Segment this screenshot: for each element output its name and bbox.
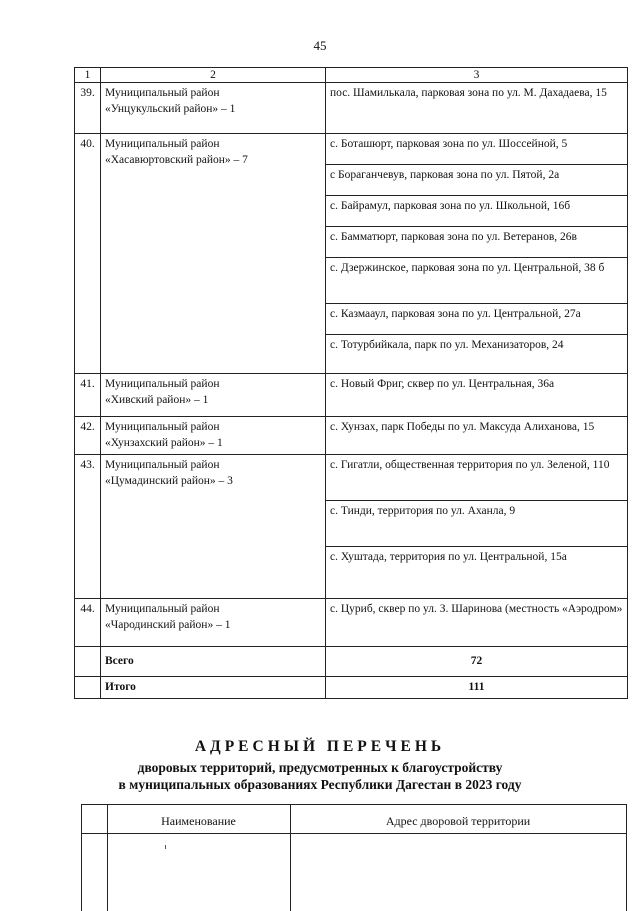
table-column	[107, 833, 291, 911]
row-number: 44.	[75, 599, 101, 647]
table-row	[75, 417, 628, 455]
document-title: АДРЕСНЫЙ ПЕРЕЧЕНЬ	[194, 738, 446, 755]
district-name: «Цумадинский район» – 3	[105, 475, 233, 487]
document-subtitle: дворовых территорий, предусмотренных к благоустройству	[137, 760, 503, 775]
table-row	[75, 134, 628, 374]
district-label: Муниципальный район	[105, 603, 220, 615]
row-number: 40.	[75, 134, 101, 374]
table-header-row	[75, 68, 628, 83]
districts-table	[74, 67, 628, 699]
district-cell	[101, 599, 326, 647]
row-number: 41.	[75, 374, 101, 417]
district-name: «Унцукульский район» – 1	[105, 103, 236, 115]
district-name: «Чародинский район» – 1	[105, 619, 231, 631]
address-item: с. Дзержинское, парковая зона по ул. Центральной, 38 б	[326, 258, 627, 304]
district-label: Муниципальный район	[105, 87, 220, 99]
scan-mark	[165, 845, 166, 849]
header-cell: 3	[326, 68, 628, 83]
table-row	[75, 599, 628, 647]
total-row	[75, 647, 628, 677]
total-label: Всего	[101, 647, 326, 677]
header-cell: 2	[101, 68, 326, 83]
yards-table-header	[82, 805, 626, 834]
row-number: 39.	[75, 83, 101, 134]
table-column	[82, 833, 108, 911]
address-item: с Бораганчевув, парковая зона по ул. Пятой, 2а	[326, 165, 627, 196]
district-label: Муниципальный район	[105, 459, 220, 471]
district-cell	[101, 455, 326, 599]
header-cell: Наименование	[107, 805, 291, 833]
address-item: с. Боташюрт, парковая зона по ул. Шоссейной, 5	[326, 134, 627, 165]
row-number: 42.	[75, 417, 101, 455]
district-label: Муниципальный район	[105, 138, 220, 150]
page-number: 45	[313, 38, 327, 53]
district-cell	[101, 134, 326, 374]
grand-total-row	[75, 677, 628, 699]
address-item: с. Байрамул, парковая зона по ул. Школьной, 16б	[326, 196, 627, 227]
address-cell: с. Хунзах, парк Победы по ул. Максуда Алиханова, 15	[326, 417, 628, 455]
address-cell: с. Новый Фриг, сквер по ул. Центральная, 36а	[326, 374, 628, 417]
district-cell	[101, 417, 326, 455]
grand-total-value: 111	[326, 677, 628, 699]
grand-total-label: Итого	[101, 677, 326, 699]
header-cell	[82, 805, 108, 833]
row-number: 43.	[75, 455, 101, 599]
district-name: «Хунзахский район» – 1	[105, 437, 223, 449]
district-label: Муниципальный район	[105, 421, 220, 433]
header-cell: 1	[75, 68, 101, 83]
yards-table	[81, 804, 627, 911]
address-cell: пос. Шамилькала, парковая зона по ул. М. Дахадаева, 15	[326, 83, 628, 134]
district-cell	[101, 374, 326, 417]
document-subtitle: в муниципальных образованиях Республики Дагестан в 2023 году	[118, 777, 522, 792]
table-row	[75, 455, 628, 599]
table-row	[75, 374, 628, 417]
header-cell: Адрес дворовой территории	[385, 814, 531, 828]
district-name: «Хасавюртовский район» – 7	[105, 154, 248, 166]
address-item: с. Гигатли, общественная территория по ул. Зеленой, 110	[326, 455, 627, 501]
table-row	[75, 83, 628, 134]
address-item: с. Тотурбийкала, парк по ул. Механизаторов, 24	[330, 339, 564, 351]
district-cell	[101, 83, 326, 134]
address-cell	[326, 134, 628, 374]
district-label: Муниципальный район	[105, 378, 220, 390]
address-item: с. Бамматюрт, парковая зона по ул. Ветеранов, 26в	[326, 227, 627, 258]
address-item: с. Тинди, территория по ул. Аханла, 9	[326, 501, 627, 547]
address-cell: с. Цуриб, сквер по ул. З. Шаринова (местность «Аэродром»	[326, 599, 628, 647]
total-value: 72	[326, 647, 628, 677]
address-item: с. Хуштада, территория по ул. Центральной, 15а	[330, 551, 567, 563]
address-cell	[326, 455, 628, 599]
address-item: с. Казмааул, парковая зона по ул. Центральной, 27а	[326, 304, 627, 335]
district-name: «Хивский район» – 1	[105, 394, 209, 406]
